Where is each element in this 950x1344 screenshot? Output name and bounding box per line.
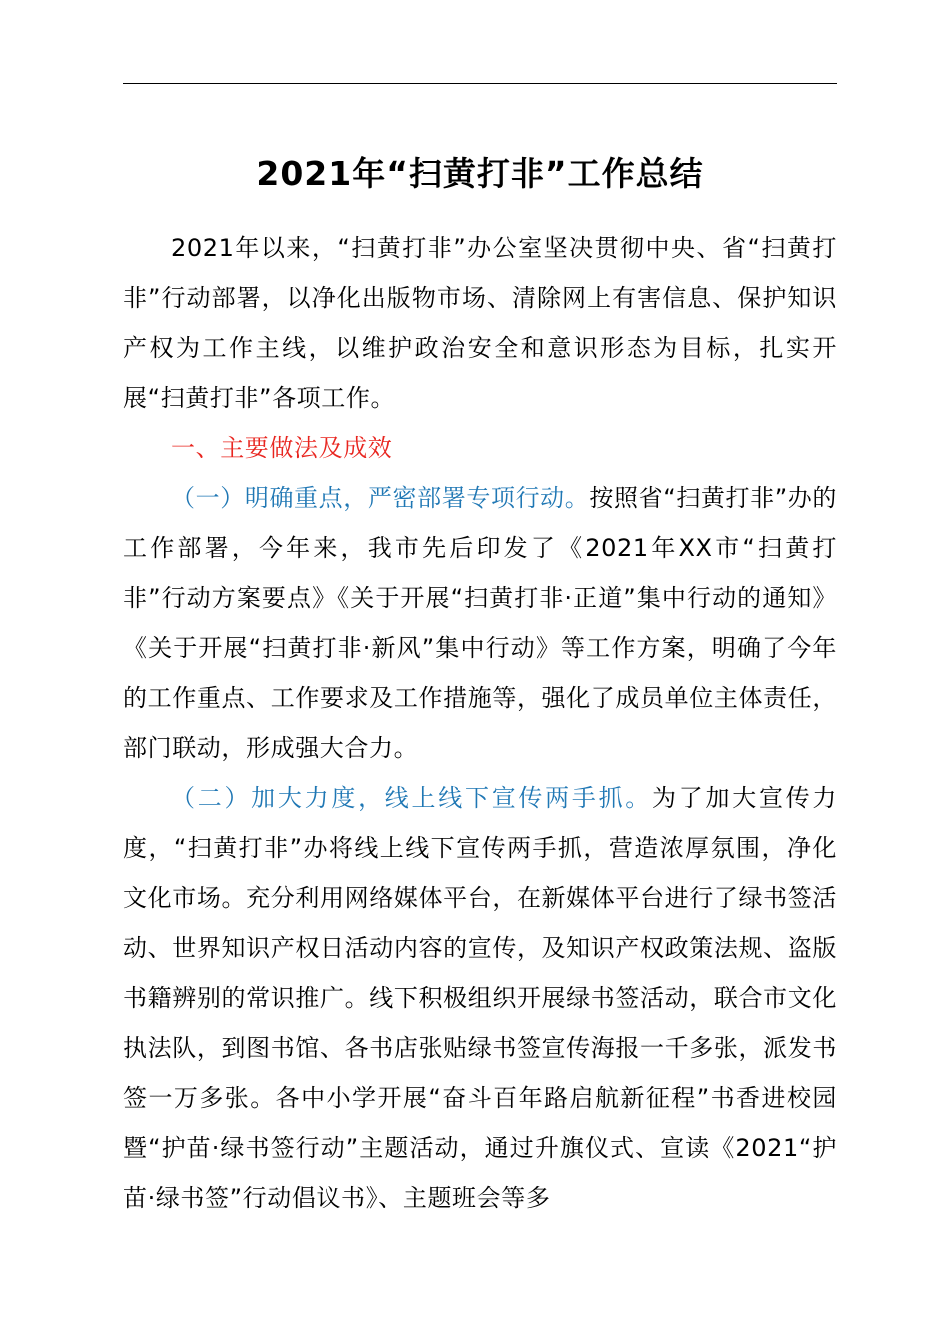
item2-body: 为了加大宣传力度，“扫黄打非”办将线上线下宣传两手抓，营造浓厚氛围，净化文化市场。充分利用网络媒体平台，在新媒体平台进行了绿书签活动、世界知识产权日活动内容的宣传，及知识产权政策法规、盗版书籍辨别的常识推广。线下积极组织开展绿书签活动，联合市文化执法队，到图书馆、各书店张贴绿书签宣传海报一千多张，派发书签一万多张。各中小学开展“奋斗百年路启航新征程”书香进校园暨“护苗·绿书签行动”主题活动，通过升旗仪式、宣读《2021“护苗·绿书签”行动倡议书》、主题班会等多 <box>123 784 837 1212</box>
item2-paragraph <box>123 773 837 1223</box>
section-heading: 一、主要做法及成效 <box>171 434 393 462</box>
header-rule <box>123 83 837 84</box>
item2-heading: （二）加大力度，线上线下宣传两手抓。 <box>171 784 653 812</box>
intro-paragraph: 2021年以来，“扫黄打非”办公室坚决贯彻中央、省“扫黄打非”行动部署，以净化出版物市场、清除网上有害信息、保护知识产权为工作主线，以维护政治安全和意识形态为目标，扎实开展“扫黄打非”各项工作。 <box>123 234 837 412</box>
item1-heading: （一）明确重点，严密部署专项行动。 <box>171 484 590 512</box>
item1-body: 按照省“扫黄打非”办的工作部署，今年来，我市先后印发了《2021年XX市“扫黄打非”行动方案要点》《关于开展“扫黄打非·正道”集中行动的通知》《关于开展“扫黄打非·新风”集中行动》等工作方案，明确了今年的工作重点、工作要求及工作措施等，强化了成员单位主体责任，部门联动，形成强大合力。 <box>123 484 837 762</box>
document-title: 2021年“扫黄打非”工作总结 <box>256 154 704 193</box>
item1-paragraph <box>123 473 837 773</box>
